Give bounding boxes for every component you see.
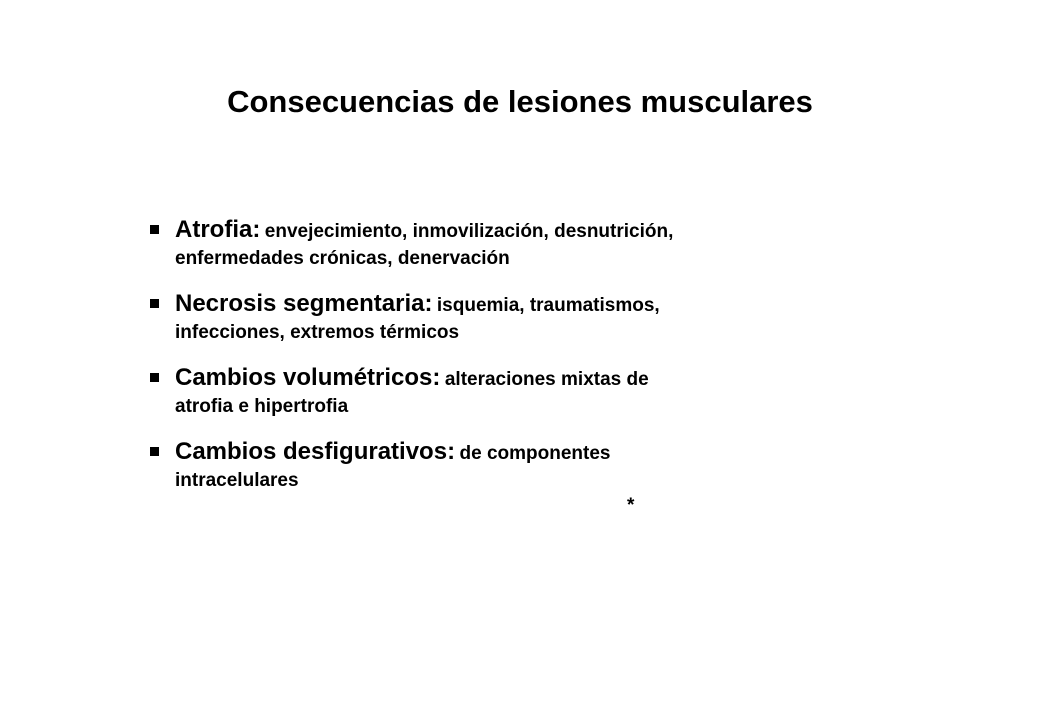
bullet-description: de componentes xyxy=(459,443,611,464)
bullet-item-cambios-desfigurativos xyxy=(145,436,905,494)
bullet-first-line xyxy=(175,288,905,320)
bullet-list xyxy=(145,214,905,510)
bullet-term: Cambios volumétricos: xyxy=(175,364,441,391)
bullet-term: Cambios desfigurativos: xyxy=(175,438,456,465)
bullet-item-necrosis xyxy=(145,288,905,346)
bullet-description: isquemia, traumatismos, xyxy=(436,295,660,316)
bullet-term: Necrosis segmentaria: xyxy=(175,290,433,317)
bullet-term: Atrofia: xyxy=(175,216,261,243)
bullet-description: alteraciones mixtas de xyxy=(444,369,649,390)
slide-title: Consecuencias de lesiones musculares xyxy=(227,84,813,119)
bullet-first-line xyxy=(175,362,905,394)
bullet-first-line xyxy=(175,214,905,246)
bullet-first-line xyxy=(175,436,905,468)
square-bullet-icon xyxy=(150,373,159,382)
square-bullet-icon xyxy=(150,447,159,456)
bullet-description-continued: enfermedades crónicas, denervación xyxy=(175,248,510,269)
bullet-description: envejecimiento, inmovilización, desnutrición, xyxy=(264,221,674,242)
bullet-description-continued: intracelulares xyxy=(175,470,299,491)
bullet-item-atrofia xyxy=(145,214,905,272)
square-bullet-icon xyxy=(150,225,159,234)
bullet-description-continued: atrofia e hipertrofia xyxy=(175,396,349,417)
footnote-asterisk: * xyxy=(627,495,635,516)
bullet-description-continued: infecciones, extremos térmicos xyxy=(175,322,460,343)
bullet-item-cambios-volumetricos xyxy=(145,362,905,420)
square-bullet-icon xyxy=(150,299,159,308)
